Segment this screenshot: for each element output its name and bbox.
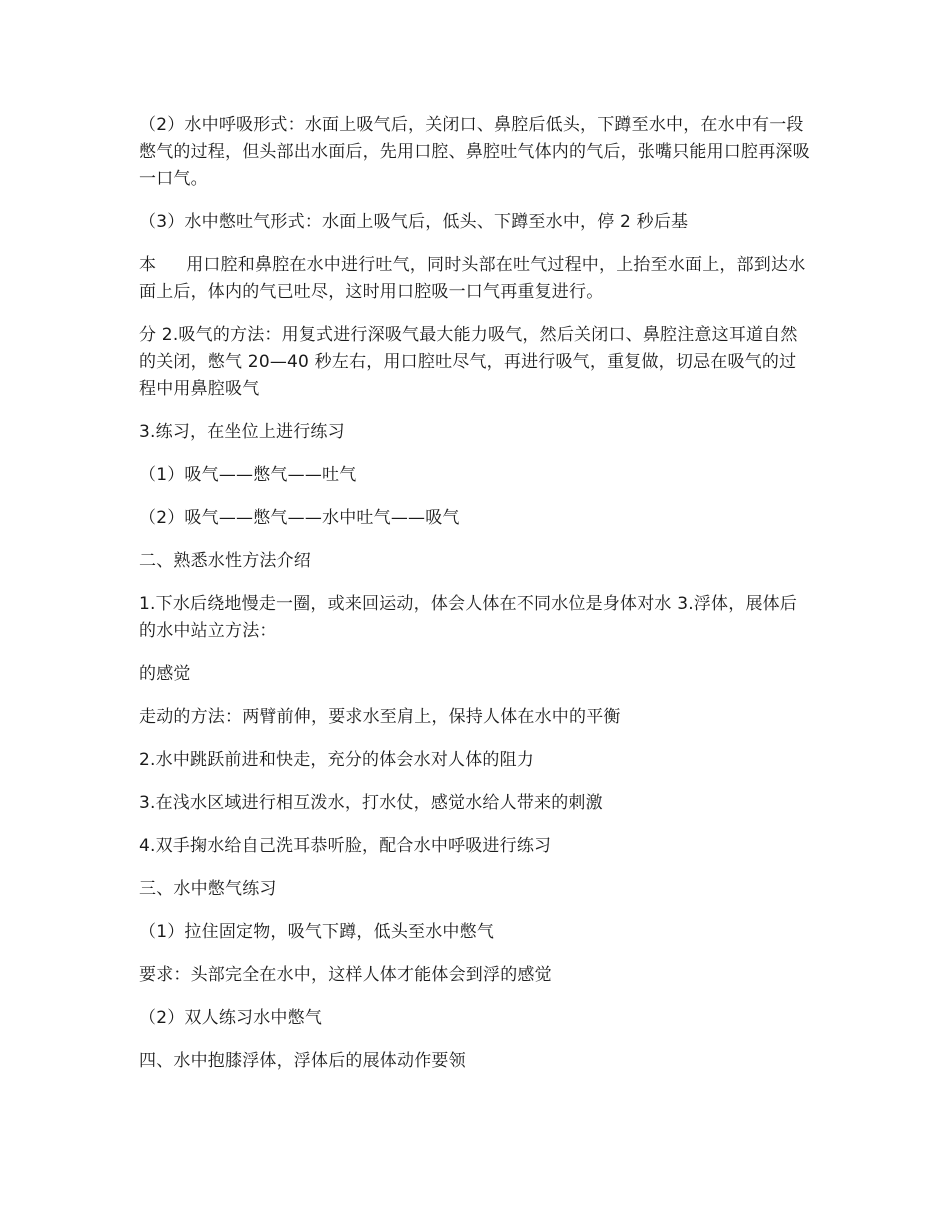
paragraph-splashing: 3.在浅水区域进行相互泼水，打水仗，感觉水给人带来的刺激 xyxy=(139,793,603,813)
paragraph-inhale-method: 分 2.吸气的方法：用复式进行深吸气最大能力吸气，然后关闭口、鼻腔注意这耳道自然的关闭，憋气 20—40 秒左右，用口腔吐尽气，再进行吸气，重复做，切忌在吸气的过程中用鼻腔吸气 xyxy=(139,325,798,399)
paragraph-jumping: 2.水中跳跃前进和快走，充分的体会水对人体的阻力 xyxy=(139,750,535,770)
paragraph-exhale-text: 用口腔和鼻腔在水中进行吐气，同时头部在吐气过程中，上抬至水面上，部到达水面上后，体内的气已吐尽，这时用口腔吸一口气再重复进行。 xyxy=(139,255,806,302)
paragraph-hold-exhale-form: （3）水中憋吐气形式：水面上吸气后，低头、下蹲至水中，停 2 秒后基 xyxy=(139,212,689,232)
paragraph-walking-method: 走动的方法：两臂前伸，要求水至肩上，保持人体在水中的平衡 xyxy=(139,707,621,727)
paragraph-face-wash: 4.双手掬水给自己洗耳恭听脸，配合水中呼吸进行练习 xyxy=(139,836,552,856)
paragraph-requirement: 要求：头部完全在水中，这样人体才能体会到浮的感觉 xyxy=(139,965,552,985)
paragraph-hold-1: （1）拉住固定物，吸气下蹲，低头至水中憋气 xyxy=(139,922,495,942)
paragraph-practice-1: （1）吸气——憋气——吐气 xyxy=(139,465,357,485)
paragraph-feeling: 的感觉 xyxy=(139,664,191,684)
paragraph-breathing-form: （2）水中呼吸形式：水面上吸气后，关闭口、鼻腔后低头，下蹲至水中，在水中有一段憋气的过程，但头部出水面后，先用口腔、鼻腔吐气体内的气后，张嘴只能用口腔再深吸一口气。 xyxy=(139,115,810,189)
paragraph-prefix: 本 xyxy=(139,255,157,275)
paragraph-exhale-method xyxy=(139,252,811,306)
section-heading-2: 二、熟悉水性方法介绍 xyxy=(139,551,311,571)
paragraph-practice-heading: 3.练习，在坐位上进行练习 xyxy=(139,422,345,442)
paragraph-walk-around: 1.下水后绕地慢走一圈，或来回运动，体会人体在不同水位是身体对水 3.浮体，展体后的水中站立方法： xyxy=(139,594,798,641)
paragraph-hold-2: （2）双人练习水中憋气 xyxy=(139,1008,323,1028)
section-heading-4: 四、水中抱膝浮体，浮体后的展体动作要领 xyxy=(139,1051,466,1071)
paragraph-practice-2: （2）吸气——憋气——水中吐气——吸气 xyxy=(139,508,460,528)
document-body xyxy=(139,112,811,1091)
section-heading-3: 三、水中憋气练习 xyxy=(139,879,277,899)
